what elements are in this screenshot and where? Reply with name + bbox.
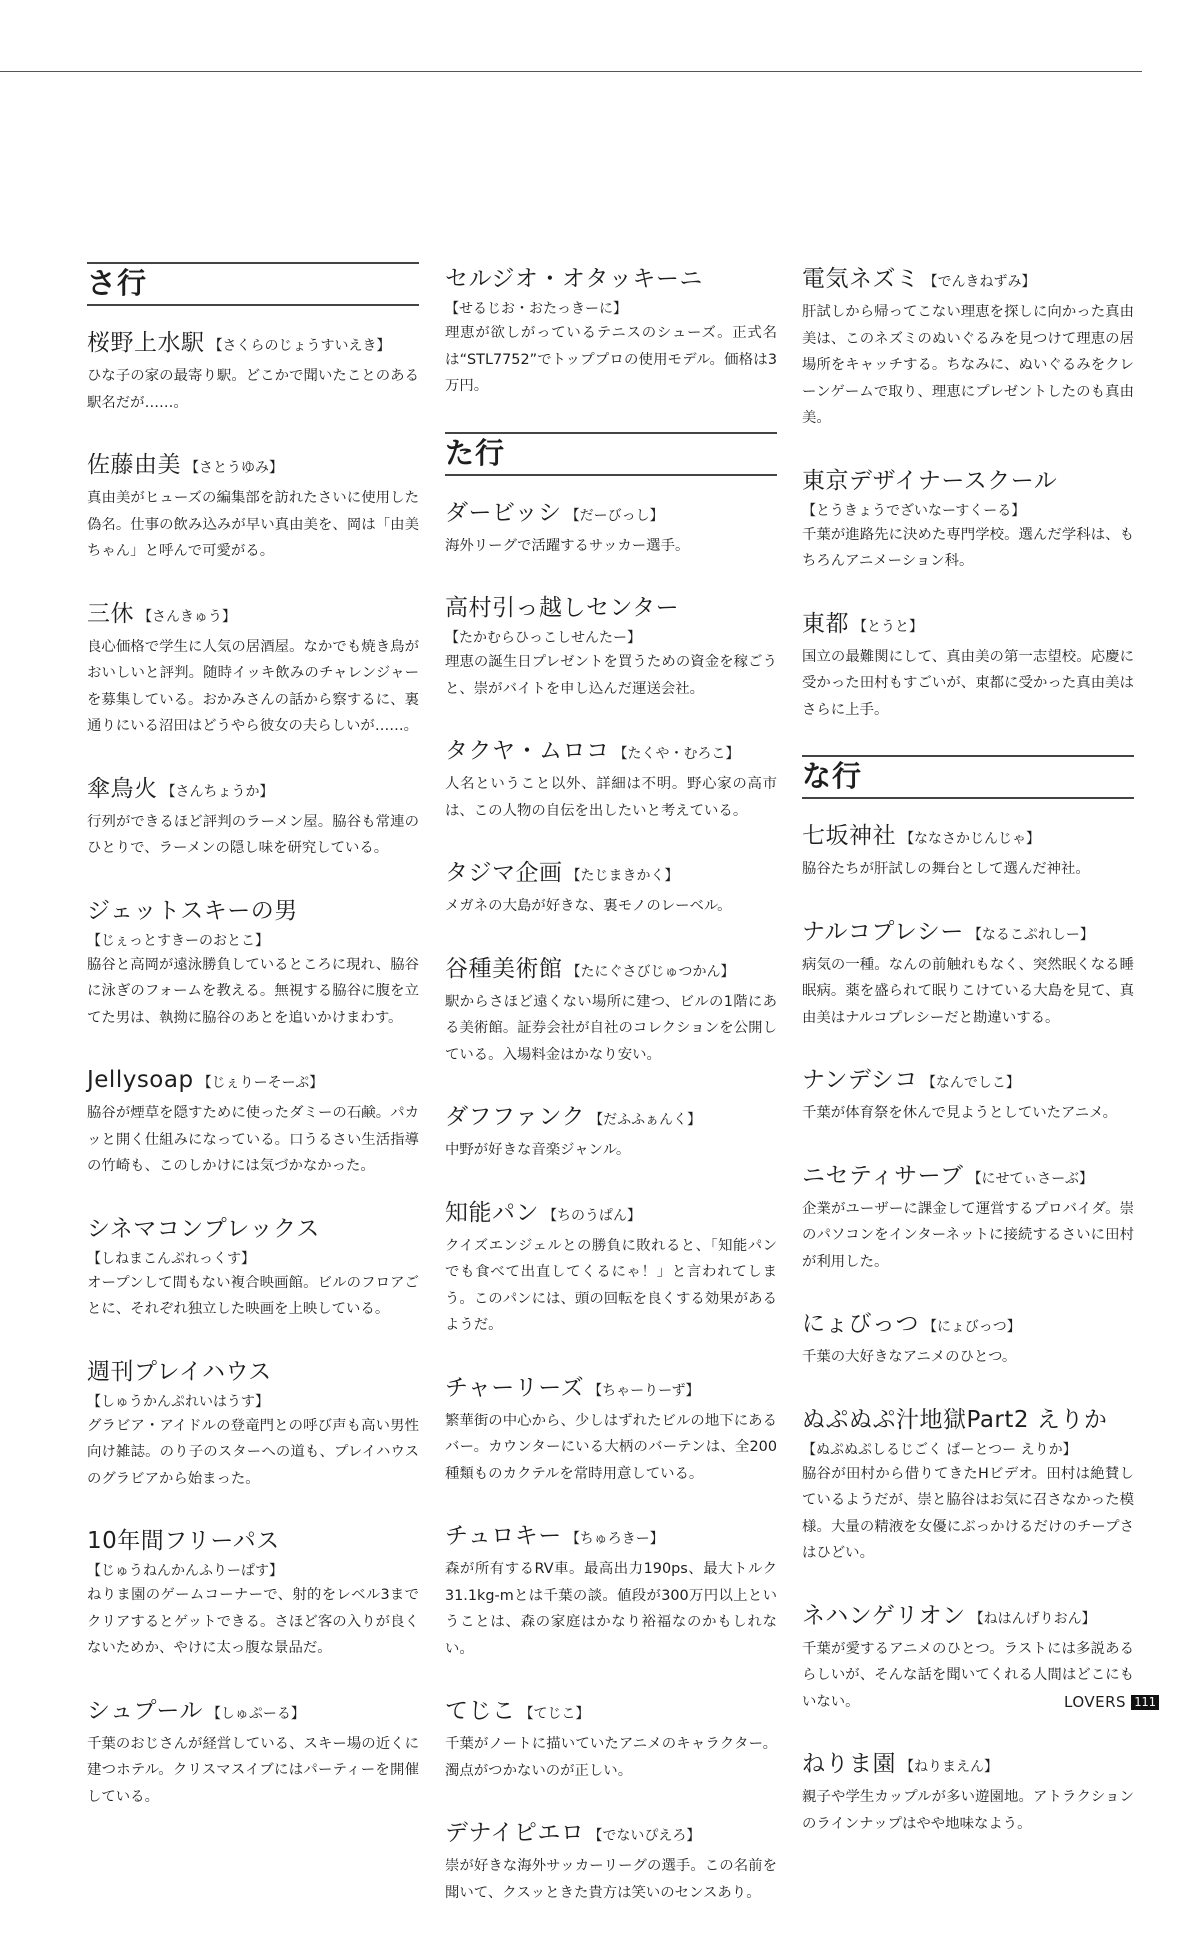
entry-term: セルジオ・オタッキーニ bbox=[445, 266, 703, 292]
entry-reading: 【たくや・むろこ】 bbox=[613, 746, 740, 762]
entry-reading: 【でないぴえろ】 bbox=[588, 1828, 701, 1844]
glossary-entry bbox=[87, 1694, 419, 1811]
entry-term: てじこ bbox=[445, 1698, 516, 1724]
entry-reading: 【ぬぷぬぷしるじごく ぱーとつー えりか】 bbox=[802, 1441, 1077, 1458]
entry-term: ネハンゲリオン bbox=[802, 1602, 966, 1629]
entry-heading bbox=[802, 1599, 1134, 1636]
entry-term: 電気ネズミ bbox=[802, 266, 920, 292]
entry-heading bbox=[445, 1100, 777, 1137]
section-header bbox=[802, 755, 1134, 799]
entry-description: ねりま園のゲームコーナーで、射的をレベル3までクリアするとゲットできる。さほど客の入りが良くないためか、やけに太っ腹な景品だ。 bbox=[87, 1587, 419, 1656]
glossary-entry bbox=[445, 1694, 777, 1784]
entry-description: 脇谷たちが肝試しの舞台として選んだ神社。 bbox=[802, 861, 1090, 877]
entry-description: クイズエンジェルとの勝負に敗れると、「知能パンでも食べて出直してくるにゃ！」と言われてしまう。このパンには、頭の回転を良くする効果があるようだ。 bbox=[445, 1237, 777, 1333]
entry-heading bbox=[87, 894, 419, 952]
entry-term: 傘鳥火 bbox=[87, 775, 158, 802]
entry-heading bbox=[445, 1519, 777, 1556]
entry-description: 崇が好きな海外サッカーリーグの選手。この名前を聞いて、クスッときた貴方は笑いのセンスあり。 bbox=[445, 1858, 777, 1901]
entry-heading bbox=[445, 1371, 777, 1408]
entry-term: 高村引っ越しセンター bbox=[445, 595, 680, 621]
glossary-entry bbox=[445, 262, 777, 400]
entry-heading bbox=[87, 1694, 419, 1731]
entry-term: チャーリーズ bbox=[445, 1374, 585, 1401]
entry-reading: 【ななさかじんじゃ】 bbox=[900, 831, 1040, 847]
entry-term: 東都 bbox=[802, 610, 849, 637]
entry-term: ナルコプレシー bbox=[802, 918, 964, 945]
entry-description: 繁華街の中心から、少しはずれたビルの地下にあるバー。カウンターにいる大柄のバーテンは、全200種類ものカクテルを常時用意している。 bbox=[445, 1412, 777, 1482]
entry-reading: 【たにぐさびじゅつかん】 bbox=[566, 963, 735, 980]
entry-reading: 【じゅうねんかんふりーぱす】 bbox=[87, 1563, 283, 1579]
entry-term: シュプール bbox=[87, 1697, 203, 1724]
glossary-entry bbox=[445, 496, 777, 560]
entry-heading bbox=[87, 1063, 419, 1100]
entry-description: 千葉の大好きなアニメのひとつ。 bbox=[802, 1349, 1017, 1365]
entry-heading bbox=[87, 1524, 419, 1582]
glossary-entry bbox=[87, 1524, 419, 1662]
glossary-entry bbox=[87, 1355, 419, 1493]
entry-reading: 【ちゅろきー】 bbox=[565, 1531, 664, 1547]
entry-term: ぬぷぬぷ汁地獄Part2 えりか bbox=[802, 1406, 1108, 1433]
entry-description: 理恵が欲しがっているテニスのシューズ。正式名は“STL7752”でトッププロの使用モデル。価格は3万円。 bbox=[445, 325, 777, 394]
glossary-entry bbox=[802, 1403, 1134, 1567]
entry-reading: 【とうきょうでざいなーすくーる】 bbox=[802, 502, 1026, 519]
entry-term: ダービッシ bbox=[445, 499, 562, 526]
entry-heading bbox=[802, 1063, 1134, 1100]
glossary-entry bbox=[445, 734, 777, 824]
entry-description: 人名ということ以外、詳細は不明。野心家の高市は、この人物の自伝を出したいと考えている。 bbox=[445, 776, 777, 819]
entry-description: 森が所有するRV車。最高出力190ps、最大トルク31.1kg-mとは千葉の談。値段が300万円以上ということは、森の家庭はかなり裕福なのかもしれない。 bbox=[445, 1561, 777, 1657]
entry-reading: 【しゅうかんぷれいはうす】 bbox=[87, 1393, 269, 1410]
glossary-entry bbox=[802, 607, 1134, 724]
column-1 bbox=[87, 262, 419, 1842]
entry-description: 真由美がヒューズの編集部を訪れたさいに使用した偽名。仕事の飲み込みが早い真由美を、岡は「由美ちゃん」と呼んで可愛がる。 bbox=[87, 490, 419, 559]
entry-heading bbox=[445, 496, 777, 533]
entry-reading: 【たかむらひっこしせんたー】 bbox=[445, 630, 641, 646]
entry-reading: 【ちゃーりーず】 bbox=[588, 1382, 700, 1399]
glossary-entry bbox=[87, 597, 419, 740]
entry-reading: 【なんでしこ】 bbox=[921, 1075, 1020, 1091]
entry-heading bbox=[445, 1816, 777, 1853]
glossary-entry bbox=[445, 1371, 777, 1488]
section-title: た行 bbox=[445, 435, 506, 470]
entry-term: 10年間フリーパス bbox=[87, 1528, 280, 1554]
section-title: さ行 bbox=[87, 266, 148, 300]
entry-term: タクヤ・ムロコ bbox=[445, 738, 610, 764]
glossary-entry bbox=[802, 262, 1134, 432]
entry-reading: 【たじまきかく】 bbox=[566, 868, 679, 884]
entry-description: メガネの大島が好きな、裏モノのレーベル。 bbox=[445, 898, 732, 914]
entry-description: 海外リーグで活躍するサッカー選手。 bbox=[445, 537, 690, 554]
entry-reading: 【せるじお・おたっきーに】 bbox=[445, 301, 627, 317]
entry-heading bbox=[87, 448, 419, 485]
entry-term: 週刊プレイハウス bbox=[87, 1358, 272, 1385]
glossary-entry bbox=[87, 894, 419, 1032]
entry-description: 親子や学生カップルが多い遊園地。アトラクションのラインナップはやや地味なよう。 bbox=[802, 1789, 1134, 1832]
glossary-entry bbox=[445, 1196, 777, 1339]
entry-description: オープンして間もない複合映画館。ビルのフロアごとに、それぞれ独立した映画を上映している。 bbox=[87, 1274, 419, 1317]
entry-reading: 【じぇりーそーぷ】 bbox=[197, 1075, 324, 1091]
entry-reading: 【でんきねずみ】 bbox=[923, 274, 1036, 290]
column-3 bbox=[802, 262, 1134, 1869]
glossary-entry bbox=[87, 326, 419, 416]
glossary-entry bbox=[802, 1159, 1134, 1276]
entry-description: ひな子の家の最寄り駅。どこかで聞いたことのある駅名だが……。 bbox=[87, 368, 419, 411]
section-header bbox=[87, 262, 419, 306]
entry-heading bbox=[802, 262, 1134, 299]
entry-heading bbox=[87, 1212, 419, 1270]
entry-term: ナンデシコ bbox=[802, 1067, 918, 1093]
entry-heading bbox=[802, 819, 1134, 856]
entry-reading: 【じぇっとすきーのおとこ】 bbox=[87, 932, 269, 949]
entry-description: 脇谷が煙草を隠すために使ったダミーの石鹸。パカッと開く仕組みになっている。口うるさい生活指導の竹崎も、このしかけには気づかなかった。 bbox=[87, 1105, 419, 1174]
entry-term: 東京デザイナースクール bbox=[802, 467, 1058, 494]
glossary-entry bbox=[445, 856, 777, 920]
entry-term: チュロキー bbox=[445, 1523, 562, 1549]
page-footer bbox=[1064, 1693, 1159, 1711]
glossary-entry bbox=[445, 1100, 777, 1164]
entry-description: 国立の最難関にして、真由美の第一志望校。応慶に受かった田村もすごいが、東都に受かった真由美はさらに上手。 bbox=[802, 648, 1134, 718]
section-header bbox=[445, 432, 777, 476]
entry-description: 脇谷が田村から借りてきたHビデオ。田村は絶賛しているようだが、崇と脇谷はお気に召さなかった模様。大量の精液を女優にぶっかけるだけのチープさはひどい。 bbox=[802, 1465, 1134, 1561]
glossary-entry bbox=[802, 464, 1134, 575]
entry-heading bbox=[445, 1694, 777, 1731]
entry-description: 千葉のおじさんが経営している、スキー場の近くに建つホテル。クリスマスイブにはパーティーを開催している。 bbox=[87, 1735, 419, 1805]
glossary-entry bbox=[445, 1519, 777, 1662]
entry-heading bbox=[445, 734, 777, 771]
glossary-entry bbox=[802, 819, 1134, 883]
entry-description: グラビア・アイドルの登竜門との呼び声も高い男性向け雑誌。のり子のスターへの道も、プレイハウスのグラビアから始まった。 bbox=[87, 1417, 419, 1487]
entry-description: 良心価格で学生に人気の居酒屋。なかでも焼き鳥がおいしいと評判。随時イッキ飲みのチャレンジャーを募集している。おかみさんの話から察するに、裏通りにいる沼田はどうやら彼女の夫らしいが……。 bbox=[87, 638, 419, 734]
glossary-entry bbox=[802, 1063, 1134, 1127]
entry-term: 桜野上水駅 bbox=[87, 330, 205, 356]
entry-term: ニセティサーブ bbox=[802, 1162, 964, 1189]
glossary-entry bbox=[445, 591, 777, 702]
entry-description: 千葉が体育祭を休んで見ようとしていたアニメ。 bbox=[802, 1105, 1118, 1121]
entry-heading bbox=[87, 597, 419, 634]
entry-heading bbox=[802, 464, 1134, 522]
page-number: 111 bbox=[1131, 1695, 1159, 1710]
magazine-name: LOVERS bbox=[1064, 1693, 1127, 1711]
entry-description: 行列ができるほど評判のラーメン屋。脇谷も常連のひとりで、ラーメンの隠し味を研究している。 bbox=[87, 813, 419, 856]
entry-reading: 【とうと】 bbox=[853, 618, 923, 635]
column-2 bbox=[445, 262, 777, 1938]
entry-heading bbox=[445, 591, 777, 649]
entry-reading: 【なるこぷれしー】 bbox=[967, 926, 1094, 943]
entry-reading: 【さんきゅう】 bbox=[138, 608, 236, 625]
entry-reading: 【だふふぁんく】 bbox=[589, 1112, 702, 1128]
glossary-entry bbox=[802, 1307, 1134, 1371]
glossary-entry bbox=[802, 1747, 1134, 1837]
glossary-entry bbox=[87, 1063, 419, 1180]
entry-reading: 【ちのうぱん】 bbox=[543, 1207, 641, 1224]
glossary-entry bbox=[445, 952, 777, 1069]
entry-term: 谷種美術館 bbox=[445, 955, 563, 982]
entry-heading bbox=[802, 1403, 1134, 1461]
entry-term: ねりま園 bbox=[802, 1751, 896, 1777]
glossary-entry bbox=[87, 448, 419, 565]
entry-description: 病気の一種。なんの前触れもなく、突然眠くなる睡眠病。薬を盛られて眠りこけている大島を見て、真由美はナルコプレシーだと勘違いする。 bbox=[802, 956, 1134, 1026]
entry-description: 企業がユーザーに課金して運営するプロバイダ。崇のパソコンをインターネットに接続するさいに田村が利用した。 bbox=[802, 1200, 1134, 1270]
entry-term: シネマコンプレックス bbox=[87, 1215, 320, 1242]
entry-heading bbox=[445, 952, 777, 989]
entry-description: 脇谷と高岡が遠泳勝負しているところに現れ、脇谷に泳ぎのフォームを教える。無視する脇谷に腹を立てた男は、執拗に脇谷のあとを追いかけまわす。 bbox=[87, 956, 419, 1026]
entry-description: 駅からさほど遠くない場所に建つ、ビルの1階にある美術館。証券会社が自社のコレクションを公開している。入場料金はかなり安い。 bbox=[445, 993, 777, 1063]
entry-term: ジェットスキーの男 bbox=[87, 897, 298, 924]
entry-reading: 【てじこ】 bbox=[519, 1706, 590, 1722]
entry-heading bbox=[87, 1355, 419, 1413]
entry-reading: 【しゅぷーる】 bbox=[206, 1705, 305, 1722]
entry-description: 千葉が愛するアニメのひとつ。ラストには多説あるらしいが、そんな話を聞いてくれる人間はどこにもいない。 bbox=[802, 1640, 1134, 1710]
entry-description: 千葉がノートに描いていたアニメのキャラクター。濁点がつかないのが正しい。 bbox=[445, 1736, 777, 1779]
glossary-entry bbox=[445, 1816, 777, 1906]
entry-description: 肝試しから帰ってこない理恵を探しに向かった真由美は、このネズミのぬいぐるみを見つけて理恵の居場所をキャッチする。ちなみに、ぬいぐるみをクレーンゲームで取り、理恵にプレゼントしたのも真由美。 bbox=[802, 304, 1134, 426]
entry-reading: 【にょびっつ】 bbox=[923, 1319, 1021, 1335]
entry-heading bbox=[802, 1307, 1134, 1344]
entry-heading bbox=[802, 1159, 1134, 1196]
top-rule bbox=[0, 71, 1142, 72]
entry-description: 千葉が進路先に決めた専門学校。選んだ学科は、もちろんアニメーション科。 bbox=[802, 526, 1134, 569]
glossary-entry bbox=[87, 1212, 419, 1323]
entry-term: 知能パン bbox=[445, 1199, 539, 1226]
entry-reading: 【にせてぃさーぶ】 bbox=[967, 1170, 1093, 1187]
entry-heading bbox=[445, 262, 777, 320]
entry-heading bbox=[445, 1196, 777, 1233]
entry-description: 中野が好きな音楽ジャンル。 bbox=[445, 1142, 631, 1158]
entry-reading: 【だーびっし】 bbox=[565, 507, 664, 524]
entry-reading: 【ねはんげりおん】 bbox=[969, 1610, 1096, 1627]
entry-heading bbox=[802, 915, 1134, 952]
entry-term: タジマ企画 bbox=[445, 860, 563, 886]
entry-term: 三休 bbox=[87, 600, 134, 627]
entry-reading: 【さとうゆみ】 bbox=[185, 460, 283, 476]
entry-reading: 【さんちょうか】 bbox=[161, 783, 274, 800]
section-title: な行 bbox=[802, 759, 863, 793]
entry-reading: 【しねまこんぷれっくす】 bbox=[87, 1250, 255, 1267]
glossary-entry bbox=[802, 915, 1134, 1032]
entry-term: ダフファンク bbox=[445, 1104, 586, 1130]
entry-term: Jellysoap bbox=[87, 1067, 194, 1093]
entry-heading bbox=[87, 772, 419, 809]
entry-term: 佐藤由美 bbox=[87, 452, 181, 478]
entry-term: デナイピエロ bbox=[445, 1820, 585, 1846]
entry-heading bbox=[87, 326, 419, 363]
entry-heading bbox=[445, 856, 777, 893]
entry-reading: 【さくらのじょうすいえき】 bbox=[208, 338, 391, 354]
entry-description: 理恵の誕生日プレゼントを買うための資金を稼ごうと、崇がバイトを申し込んだ運送会社。 bbox=[445, 654, 777, 697]
glossary-entry bbox=[87, 772, 419, 862]
entry-heading bbox=[802, 607, 1134, 644]
entry-heading bbox=[802, 1747, 1134, 1784]
entry-term: にょびっつ bbox=[802, 1311, 920, 1337]
entry-term: 七坂神社 bbox=[802, 823, 896, 849]
entry-reading: 【ねりまえん】 bbox=[900, 1759, 998, 1775]
